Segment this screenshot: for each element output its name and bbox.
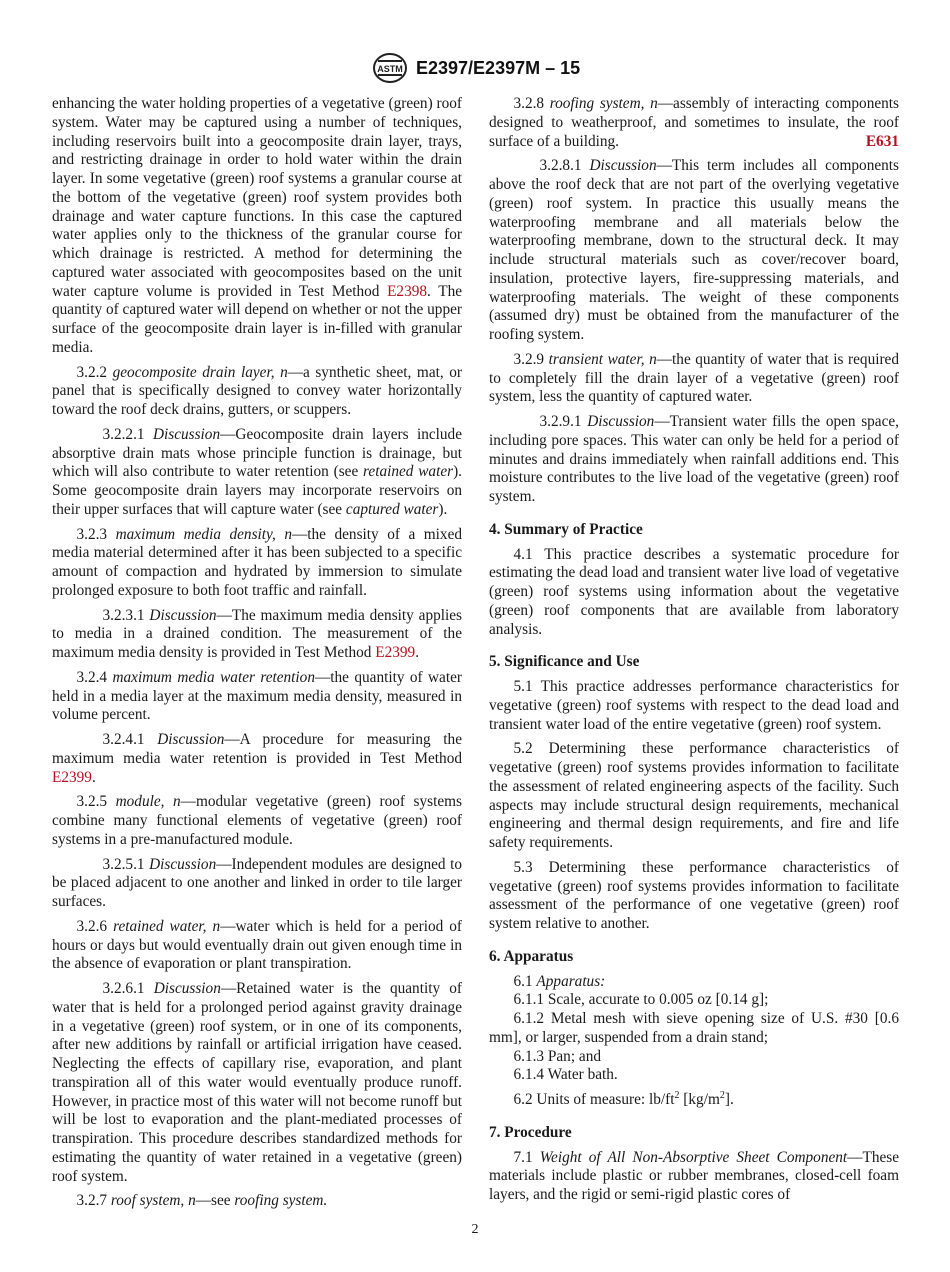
paragraph-6-1-2: 6.1.2 Metal mesh with sieve opening size of U.S. #30 [0.6 mm], or larger, suspended from a drain stand; (489, 1010, 899, 1046)
discussion-3-2-6-1: 3.2.6.1 Discussion—Retained water is the quantity of water that is held for a prolonged period against gravity drainage in a vegetative (green) roof system, or in one of its components, after new additions by rainfall or artificial irrigation have ceased. Neglecting the effects of capillary rise, evaporation, and plant transpiration all of this water would eventually produce runoff. However, in practice most of this water will not become runoff but will be lost to evaporation and the plant-mediated processes of transpiration. This procedure describes standardized methods for estimating the quantity of water retained in a vegetative (green) roof system. (52, 980, 462, 1185)
paragraph-7-1: 7.1 Weight of All Non-Absorptive Sheet Component—These materials include plastic or rubber membranes, closed-cell foam layers, and the rigid or semi-rigid plastic cores of (489, 1148, 899, 1203)
discussion-3-2-4-1: 3.2.4.1 Discussion—A procedure for measuring the maximum media water retention is provided in Test Method E2399. (52, 731, 462, 786)
definition-3-2-2: 3.2.2 geocomposite drain layer, n—a synthetic sheet, mat, or panel that is specifically designed to convey water horizontally toward the roof deck drains, gutters, or scuppers. (52, 363, 462, 418)
discussion-3-2-2-1: 3.2.2.1 Discussion—Geocomposite drain layers include absorptive drain mats whose principle function is drainage, but which will also contribute to water retention (see retained water). Some geocomposite drain layers may incorporate reservoirs on their upper surfaces that will capture water (see captured water). (52, 425, 462, 518)
link-e2399[interactable]: E2399 (52, 768, 92, 786)
heading-summary-of-practice: 4. Summary of Practice (489, 520, 643, 538)
definition-3-2-4: 3.2.4 maximum media water retention—the quantity of water held in a media layer at the maximum media density, measured in volume percent. (52, 668, 462, 724)
definition-3-2-6: 3.2.6 retained water, n—water which is held for a period of hours or days but would eventually drain out given enough time in the absence of evaporation or plant transpiration. (52, 917, 463, 973)
discussion-3-2-8-1: 3.2.8.1 Discussion—This term includes all components above the roof deck that are not part of the overlying vegetative (green) roof system. In practice this usually means the waterproofing membrane and all materials below the waterproofing membrane, down to the structural deck. It may include structural materials such as cover/recover board, insulation, protective layers, fire-suppressing materials, and waterproofing materials. The weight of these components (assumed dry) must be obtained from the manufacturer of the roofing system. (489, 157, 899, 343)
astm-logo-icon (372, 52, 408, 84)
right-column (489, 95, 899, 1211)
svg-text:ASTM: ASTM (377, 64, 403, 74)
discussion-3-2-3-1: 3.2.3.1 Discussion—The maximum media density applies to media in a drained condition. The measurement of the maximum media density is provided in Test Method E2399. (52, 606, 462, 661)
link-e631[interactable]: E631 (865, 132, 899, 150)
definition-3-2-3: 3.2.3 maximum media density, n—the density of a mixed media material determined after it has been subjected to a specific amount of compaction and hydrated by immersion to simulate prolonged exposure to both foot traffic and rainfall. (52, 525, 463, 599)
link-e2399[interactable]: E2399 (375, 644, 416, 661)
paragraph-4-1: 4.1 This practice describes a systematic procedure for estimating the dead load and transient water live load of vegetative (green) roof systems using information about the vegetative (green) roof components that are available from laboratory analysis. (489, 545, 899, 638)
heading-apparatus: 6. Apparatus (489, 947, 574, 965)
paragraph-5-3: 5.3 Determining these performance characteristics of vegetative (green) roof systems provides information to facilitate assessment of the performance of one vegetative (green) roof system relative to another. (489, 858, 899, 932)
page-number: 2 (471, 1222, 479, 1237)
heading-significance-and-use: 5. Significance and Use (489, 653, 640, 671)
left-column (52, 95, 462, 1217)
definition-3-2-9: 3.2.9 transient water, n—the quantity of water that is required to completely fill the drain layer of a vegetative (green) roof system, less the quantity of captured water. (489, 350, 899, 406)
paragraph-6-1-1: 6.1.1 Scale, accurate to 0.005 oz [0.14 g]; (513, 991, 769, 1009)
definition-3-2-5: 3.2.5 module, n—modular vegetative (green) roof systems combine many functional elements of vegetative (green) roof systems in a pre-manufactured module. (52, 793, 463, 848)
paragraph-5-2: 5.2 Determining these performance characteristics of vegetative (green) roof systems provides information to facilitate the assessment of related engineering aspects of the facility. Such aspects may include structural design requirements, mechanical engineering and thermal design requirements, and fire and life safety requirements. (489, 740, 899, 851)
discussion-3-2-9-1: 3.2.9.1 Discussion—Transient water fills the open space, including pore spaces. This water can only be held for a period of minutes and drains immediately when rainfall additions end. This moisture contributes to the live load of the vegetative (green) roof system. (489, 413, 899, 505)
definition-3-2-8: 3.2.8 roofing system, n—assembly of interacting components designed to weatherproof, and sometimes to insulate, the roof surface of a building. E631 (489, 95, 899, 150)
paragraph-6-2: 6.2 Units of measure: $lb/ft^2$ $[kg/m^2]$. (513, 1089, 734, 1108)
link-e2398[interactable]: E2398 (387, 282, 428, 300)
standard-designation: E2397/E2397M – 15 (416, 58, 581, 78)
paragraph-3-2-1-continued: enhancing the water holding properties of a vegetative (green) roof system. Water may be captured using a number of techniques, including reservoirs built into a geocomposite drain layer, trays, and restricting drainage in order to hold water within the drain layer. In some vegetative (green) roof systems a granular course at the bottom of the vegetative (green) roof system provides both drainage and water capture functions. In this case the captured water applies only to the thickness of the granular course for which drainage is restricted. A method for determining the captured water associated with geocomposites based on the unit water capture volume is provided in Test Method E2398. The quantity of captured water will depend on whether or not the upper surface of the geocomposite drain layer is in-filled with granular media. (52, 95, 463, 356)
discussion-3-2-5-1: 3.2.5.1 Discussion—Independent modules are designed to be placed adjacent to one another and linked in order to tile larger surfaces. (52, 855, 462, 910)
heading-procedure: 7. Procedure (489, 1123, 572, 1141)
paragraph-6-1: 6.1 Apparatus: (513, 972, 606, 990)
paragraph-6-1-3: 6.1.3 Pan; and (513, 1047, 601, 1065)
paragraph-5-1: 5.1 This practice addresses performance characteristics for vegetative (green) roof systems with respect to the dead load and transient water load of the entire vegetative (green) roof system. (489, 678, 899, 733)
paragraph-6-1-4: 6.1.4 Water bath. (513, 1066, 618, 1084)
definition-3-2-7: 3.2.7 roof system, n—see roofing system. (76, 1192, 328, 1210)
page-header (0, 52, 950, 86)
